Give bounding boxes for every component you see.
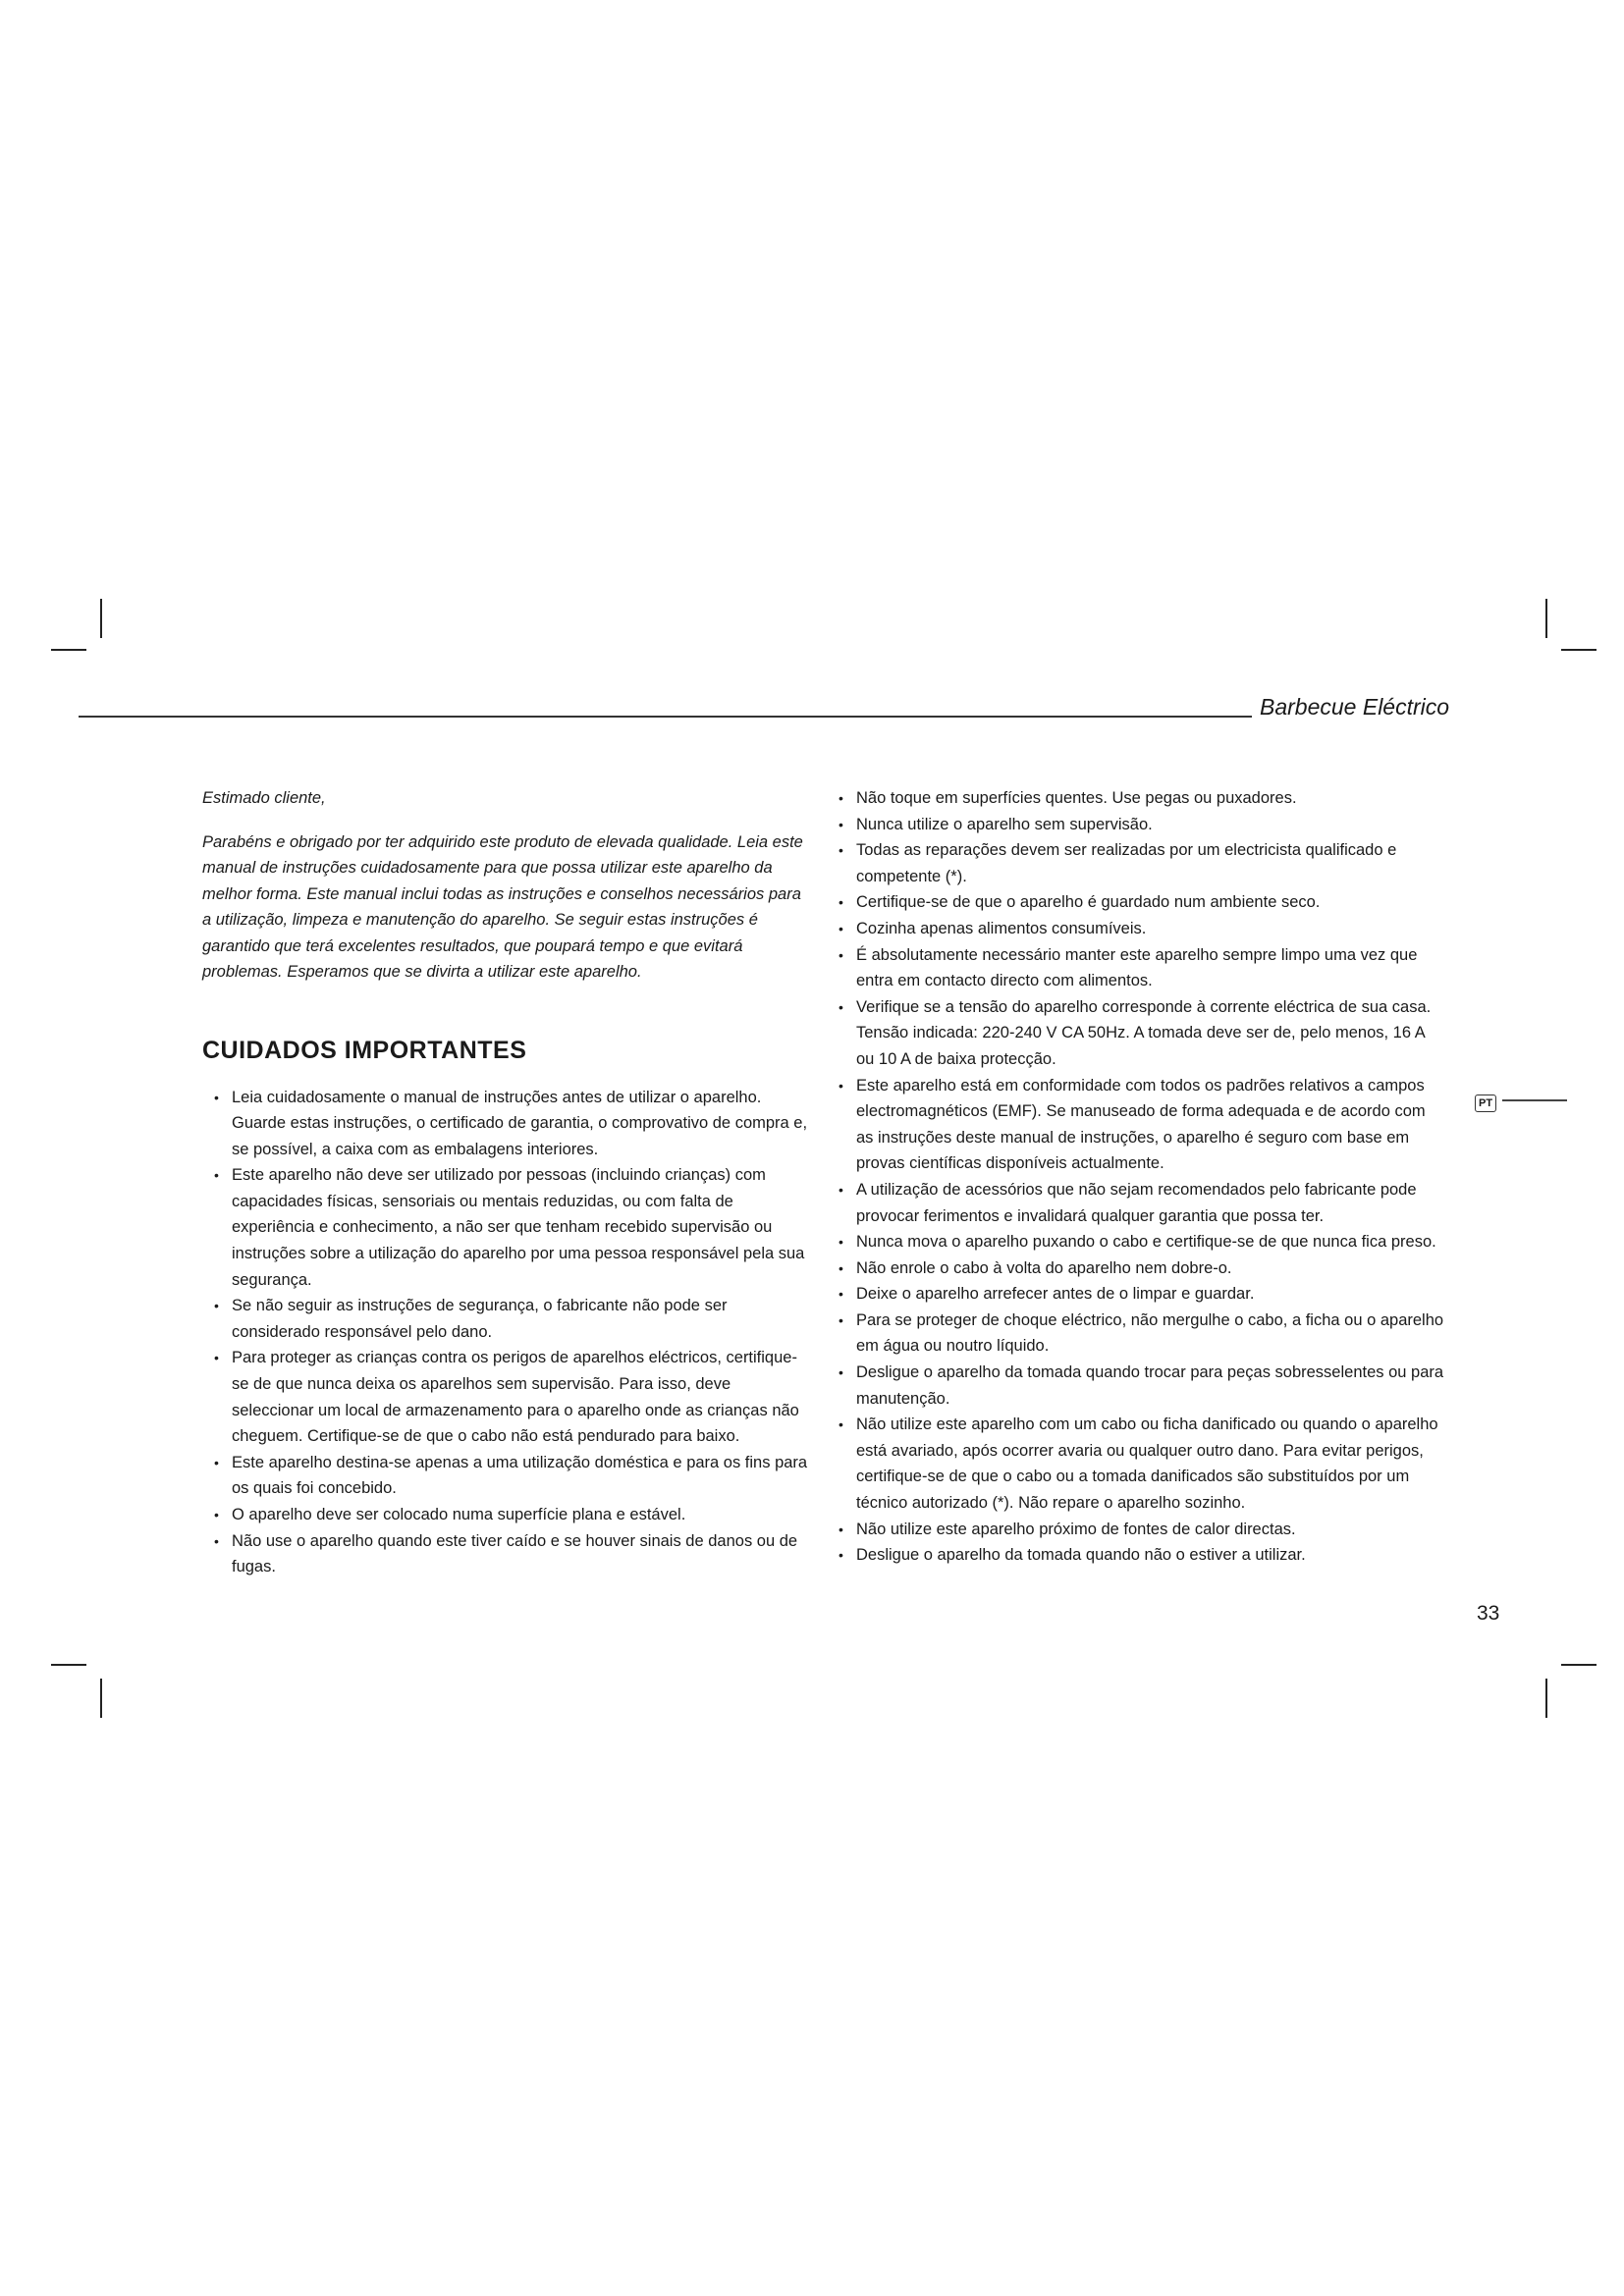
crop-mark bbox=[1561, 649, 1597, 651]
list-item: • Este aparelho destina-se apenas a uma utilização doméstica e para os fins para os quais foi concebido. bbox=[212, 1450, 811, 1502]
page-header-title: Barbecue Eléctrico bbox=[1260, 694, 1450, 720]
language-tag: PT bbox=[1475, 1095, 1496, 1112]
list-item: • Para se proteger de choque eléctrico, não mergulhe o cabo, a ficha ou o aparelho em água ou noutro líquido. bbox=[837, 1308, 1445, 1360]
list-item: • Não enrole o cabo à volta do aparelho nem dobre-o. bbox=[837, 1255, 1445, 1282]
list-item: • Se não seguir as instruções de segurança, o fabricante não pode ser considerado responsável pelo dano. bbox=[212, 1293, 811, 1345]
list-item: • Não use o aparelho quando este tiver caído e se houver sinais de danos ou de fugas. bbox=[212, 1528, 811, 1580]
list-item: • Para proteger as crianças contra os perigos de aparelhos eléctricos, certifique-se de que nunca deixa os aparelhos sem supervisão. Para isso, deve seleccionar um local de armazenamento para o aparelho onde as crianças não cheguem. Certifique-se de que o cabo não está pendurado para baixo. bbox=[212, 1345, 811, 1449]
crop-mark bbox=[51, 649, 86, 651]
right-column bbox=[837, 785, 1445, 1569]
language-tag-rule bbox=[1502, 1099, 1567, 1101]
page-number: 33 bbox=[1477, 1602, 1500, 1625]
list-item: • Leia cuidadosamente o manual de instruções antes de utilizar o aparelho. Guarde estas instruções, o certificado de garantia, o comprovativo de compra e, se possível, a caixa com as embalagens interiores. bbox=[212, 1085, 811, 1163]
crop-mark bbox=[100, 1679, 102, 1718]
header-rule bbox=[79, 716, 1252, 718]
list-item: • Não utilize este aparelho com um cabo ou ficha danificado ou quando o aparelho está avariado, após ocorrer avaria ou qualquer outro dano. Para evitar perigos, certifique-se de que o cabo ou a tomada danificados são substituídos por um técnico autorizado (*). Não repare o aparelho sozinho. bbox=[837, 1412, 1445, 1516]
safety-list-right bbox=[837, 785, 1445, 1569]
list-item: • É absolutamente necessário manter este aparelho sempre limpo uma vez que entra em contacto directo com alimentos. bbox=[837, 942, 1445, 994]
crop-mark bbox=[1561, 1664, 1597, 1666]
crop-mark bbox=[100, 599, 102, 638]
safety-list-left bbox=[212, 1085, 811, 1580]
list-item: • Deixe o aparelho arrefecer antes de o limpar e guardar. bbox=[837, 1281, 1445, 1308]
list-item: • Verifique se a tensão do aparelho corresponde à corrente eléctrica de sua casa. Tensão indicada: 220-240 V CA 50Hz. A tomada deve ser de, pelo menos, 16 A ou 10 A de baixa protecção. bbox=[837, 994, 1445, 1073]
list-item: • Nunca utilize o aparelho sem supervisão. bbox=[837, 812, 1445, 838]
list-item: • Desligue o aparelho da tomada quando trocar para peças sobresselentes ou para manutenção. bbox=[837, 1360, 1445, 1412]
list-item: • Não utilize este aparelho próximo de fontes de calor directas. bbox=[837, 1517, 1445, 1543]
list-item: • A utilização de acessórios que não sejam recomendados pelo fabricante pode provocar ferimentos e invalidará qualquer garantia que possa ter. bbox=[837, 1177, 1445, 1229]
list-item: • Todas as reparações devem ser realizadas por um electricista qualificado e competente (*). bbox=[837, 837, 1445, 889]
list-item: • Desligue o aparelho da tomada quando não o estiver a utilizar. bbox=[837, 1542, 1445, 1569]
list-item: • Este aparelho não deve ser utilizado por pessoas (incluindo crianças) com capacidades físicas, sensoriais ou mentais reduzidas, ou com falta de experiência e conhecimento, a não ser que tenham recebido supervisão ou instruções sobre a utilização do aparelho por uma pessoa responsável pela sua segurança. bbox=[212, 1162, 811, 1293]
list-item: • Nunca mova o aparelho puxando o cabo e certifique-se de que nunca fica preso. bbox=[837, 1229, 1445, 1255]
left-column bbox=[202, 785, 811, 1580]
crop-mark bbox=[1545, 1679, 1547, 1718]
section-title: CUIDADOS IMPORTANTES bbox=[202, 1036, 527, 1064]
list-item: • O aparelho deve ser colocado numa superfície plana e estável. bbox=[212, 1502, 811, 1528]
crop-mark bbox=[1545, 599, 1547, 638]
crop-mark bbox=[51, 1664, 86, 1666]
intro-paragraph: Parabéns e obrigado por ter adquirido este produto de elevada qualidade. Leia este manual de instruções cuidadosamente para que possa utilizar este aparelho da melhor forma. Este manual inclui todas as instruções e conselhos necessários para a utilização, limpeza e manutenção do aparelho. Se seguir estas instruções é garantido que terá excelentes resultados, que poupará tempo e que evitará problemas. Esperamos que se divirta a utilizar este aparelho. bbox=[202, 832, 803, 981]
list-item: • Este aparelho está em conformidade com todos os padrões relativos a campos electromagnéticos (EMF). Se manuseado de forma adequada e de acordo com as instruções deste manual de instruções, o aparelho é seguro com base em provas científicas disponíveis actualmente. bbox=[837, 1073, 1445, 1177]
list-item: • Não toque em superfícies quentes. Use pegas ou puxadores. bbox=[837, 785, 1445, 812]
intro-salutation: Estimado cliente, bbox=[202, 789, 326, 807]
list-item: • Certifique-se de que o aparelho é guardado num ambiente seco. bbox=[837, 889, 1445, 916]
list-item: • Cozinha apenas alimentos consumíveis. bbox=[837, 916, 1445, 942]
